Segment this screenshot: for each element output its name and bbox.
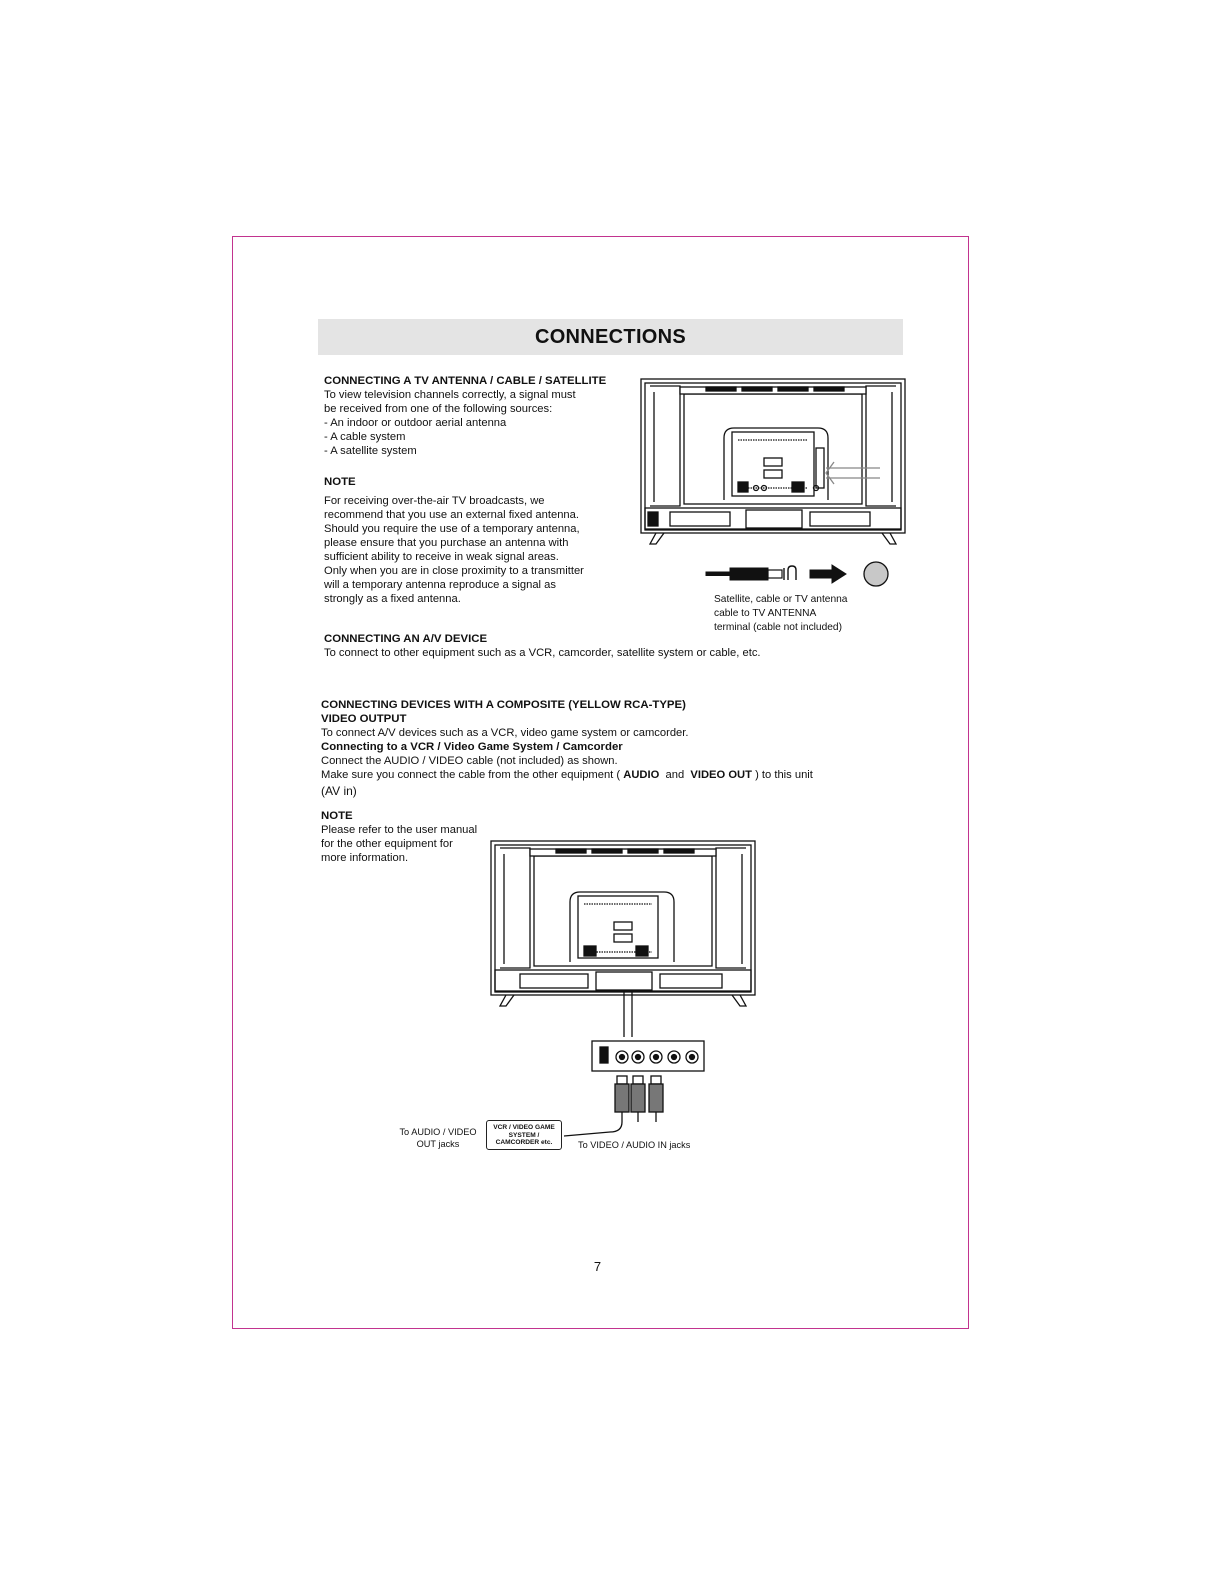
av-device-heading: CONNECTING AN A/V DEVICE xyxy=(324,633,488,645)
note-2-line: for the other equipment for xyxy=(321,838,453,850)
device-box-line: SYSTEM / xyxy=(508,1131,540,1139)
note-2 xyxy=(321,809,477,865)
note-2-line: Please refer to the user manual xyxy=(321,824,478,836)
note-1-heading: NOTE xyxy=(324,476,356,488)
antenna-line: - A satellite system xyxy=(324,445,417,457)
antenna-section xyxy=(324,374,606,458)
note-1-line: For receiving over-the-air TV broadcasts, we xyxy=(324,495,545,507)
note-2-line: more information. xyxy=(321,852,409,864)
tv-back-illustration-bottom xyxy=(490,840,756,1130)
composite-heading-line-1: CONNECTING DEVICES WITH A COMPOSITE (YELLOW RCA-TYPE) xyxy=(321,699,686,711)
tv-back-illustration-top xyxy=(640,378,906,546)
av-device-line: To connect to other equipment such as a VCR, camcorder, satellite system or cable, etc. xyxy=(324,647,761,659)
device-box-line: CAMCORDER etc. xyxy=(495,1139,553,1146)
composite-make-sure xyxy=(321,768,813,782)
make-sure-prefix: Make sure you connect the cable from the other equipment ( xyxy=(321,769,621,781)
antenna-caption-line: terminal (cable not included) xyxy=(714,622,842,633)
av-in-label: (AV in) xyxy=(321,784,357,798)
note-1-line: Should you require the use of a temporary antenna, xyxy=(324,523,580,535)
antenna-cable-illustration xyxy=(704,560,894,592)
make-sure-suffix: ) to this unit xyxy=(755,769,813,781)
audio-video-out-label xyxy=(396,1126,480,1150)
note-1 xyxy=(324,475,584,606)
antenna-caption-line: cable to TV ANTENNA xyxy=(714,608,817,619)
antenna-caption-line: Satellite, cable or TV antenna xyxy=(714,594,848,605)
composite-subheading: Connecting to a VCR / Video Game System / Camcorder xyxy=(321,741,623,753)
composite-heading-line-2: VIDEO OUTPUT xyxy=(321,713,407,725)
note-1-line: please ensure that you purchase an antenna with xyxy=(324,537,569,549)
composite-intro: To connect A/V devices such as a VCR, video game system or camcorder. xyxy=(321,727,689,739)
antenna-line: - An indoor or outdoor aerial antenna xyxy=(324,417,507,429)
note-1-line: will a temporary antenna reproduce a signal as xyxy=(324,579,556,591)
note-1-line: strongly as a fixed antenna. xyxy=(324,593,461,605)
audio-video-out-line: OUT jacks xyxy=(416,1139,460,1149)
antenna-line: - A cable system xyxy=(324,431,406,443)
audio-word: AUDIO xyxy=(623,769,660,781)
video-audio-in-label: To VIDEO / AUDIO IN jacks xyxy=(578,1140,691,1150)
antenna-line: To view television channels correctly, a signal must xyxy=(324,389,576,401)
note-2-heading: NOTE xyxy=(321,810,353,822)
video-out-word: VIDEO OUT xyxy=(690,769,752,781)
av-device-section xyxy=(324,632,761,660)
antenna-line: be received from one of the following sources: xyxy=(324,403,553,415)
antenna-heading: CONNECTING A TV ANTENNA / CABLE / SATELLITE xyxy=(324,375,607,387)
note-1-line: Only when you are in close proximity to a transmitter xyxy=(324,565,584,577)
page-number: 7 xyxy=(593,1259,602,1274)
audio-video-out-line: To AUDIO / VIDEO xyxy=(399,1127,477,1137)
and-word: and xyxy=(665,769,685,781)
composite-instruction: Connect the AUDIO / VIDEO cable (not included) as shown. xyxy=(321,755,618,767)
device-box-line: VCR / VIDEO GAME xyxy=(493,1124,555,1131)
note-1-line: sufficient ability to receive in weak signal areas. xyxy=(324,551,559,563)
note-1-line: recommend that you use an external fixed antenna. xyxy=(324,509,579,521)
page-title: CONNECTIONS xyxy=(534,326,687,348)
composite-section xyxy=(321,698,813,798)
title-bar xyxy=(318,319,903,355)
vcr-device-box xyxy=(486,1120,562,1150)
antenna-caption xyxy=(714,593,847,635)
